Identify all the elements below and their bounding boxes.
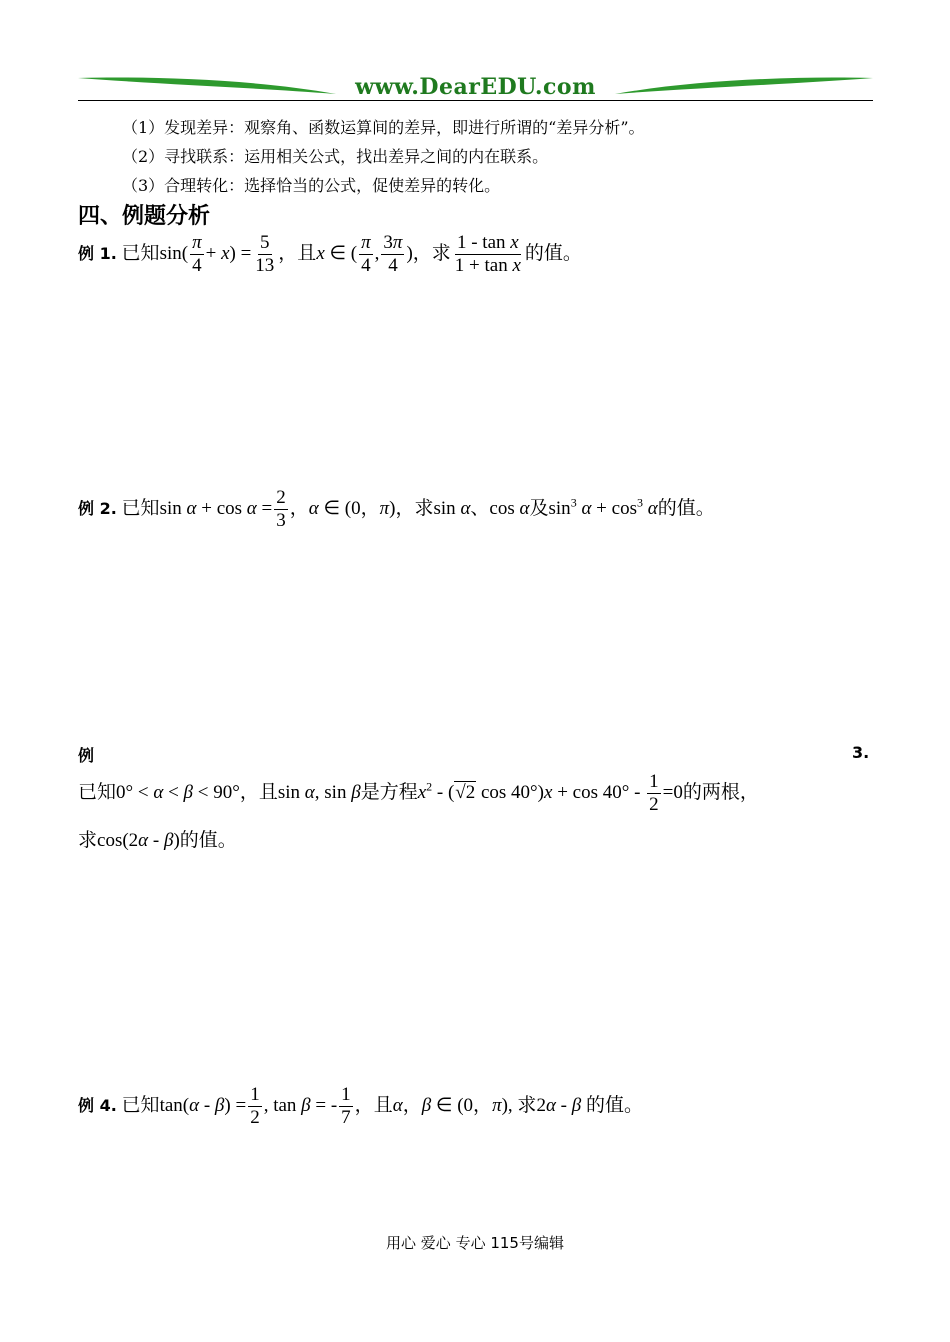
example-1: 例 1. 已知sin( $\frac{\pi}{4}$ + x) = $\frac{5}{13}$ ，且x ∈ ( $\frac{\pi}{4}$ , $\frac{3\pi}{4}$ )，求 $\frac{\text{1 - tan x}}{\text{1 + tan x}}$ 的值。 [78,232,582,276]
example-2-label: 例 2. [78,498,117,518]
example-4: 例 4. 已知tan(α - β) = $\frac{1}{2}$ , tan β = - $\frac{1}{7}$ ，且α，β ∈ (0，π), 求2α - β 的值。 [78,1084,643,1128]
site-logo: www.DearEDU.com [355,74,596,100]
step-2: （2）寻找联系：运用相关公式，找出差异之间的内在联系。 [122,147,549,166]
step-3: （3）合理转化：选择恰当的公式，促使差异的转化。 [122,176,501,195]
example-3-line-2: 求cos(2α - β)的值。 [78,830,237,851]
example-2: 例 2. 已知sin α + cos α = $\frac{2}{3}$ ，α ∈ (0，π)，求sin α、cos α及$\sin^3 \alpha + \cos^3 \alpha$的值。 [78,487,715,531]
header-divider [78,100,873,101]
example-3-line-1: 已知0° < α < β < 90°，且sin α, sin β是方程$x^2 - (√2$ cos 40°)x + cos 40° - $\frac{1}{2}$ =0的两根， [78,771,759,815]
page-header [78,68,873,104]
section-title: 四、例题分析 [78,204,211,229]
right-swoosh-icon [613,74,873,98]
example-4-label: 例 4. [78,1095,117,1115]
example-3-number: 3. [852,743,870,762]
step-1: （1）发现差异：观察角、函数运算间的差异，即进行所谓的“差异分析”。 [122,118,645,137]
example-3-label: 例 [78,746,95,765]
page-footer: 用心 爱心 专心 115号编辑 [386,1234,564,1252]
example-1-label: 例 1. [78,243,117,263]
